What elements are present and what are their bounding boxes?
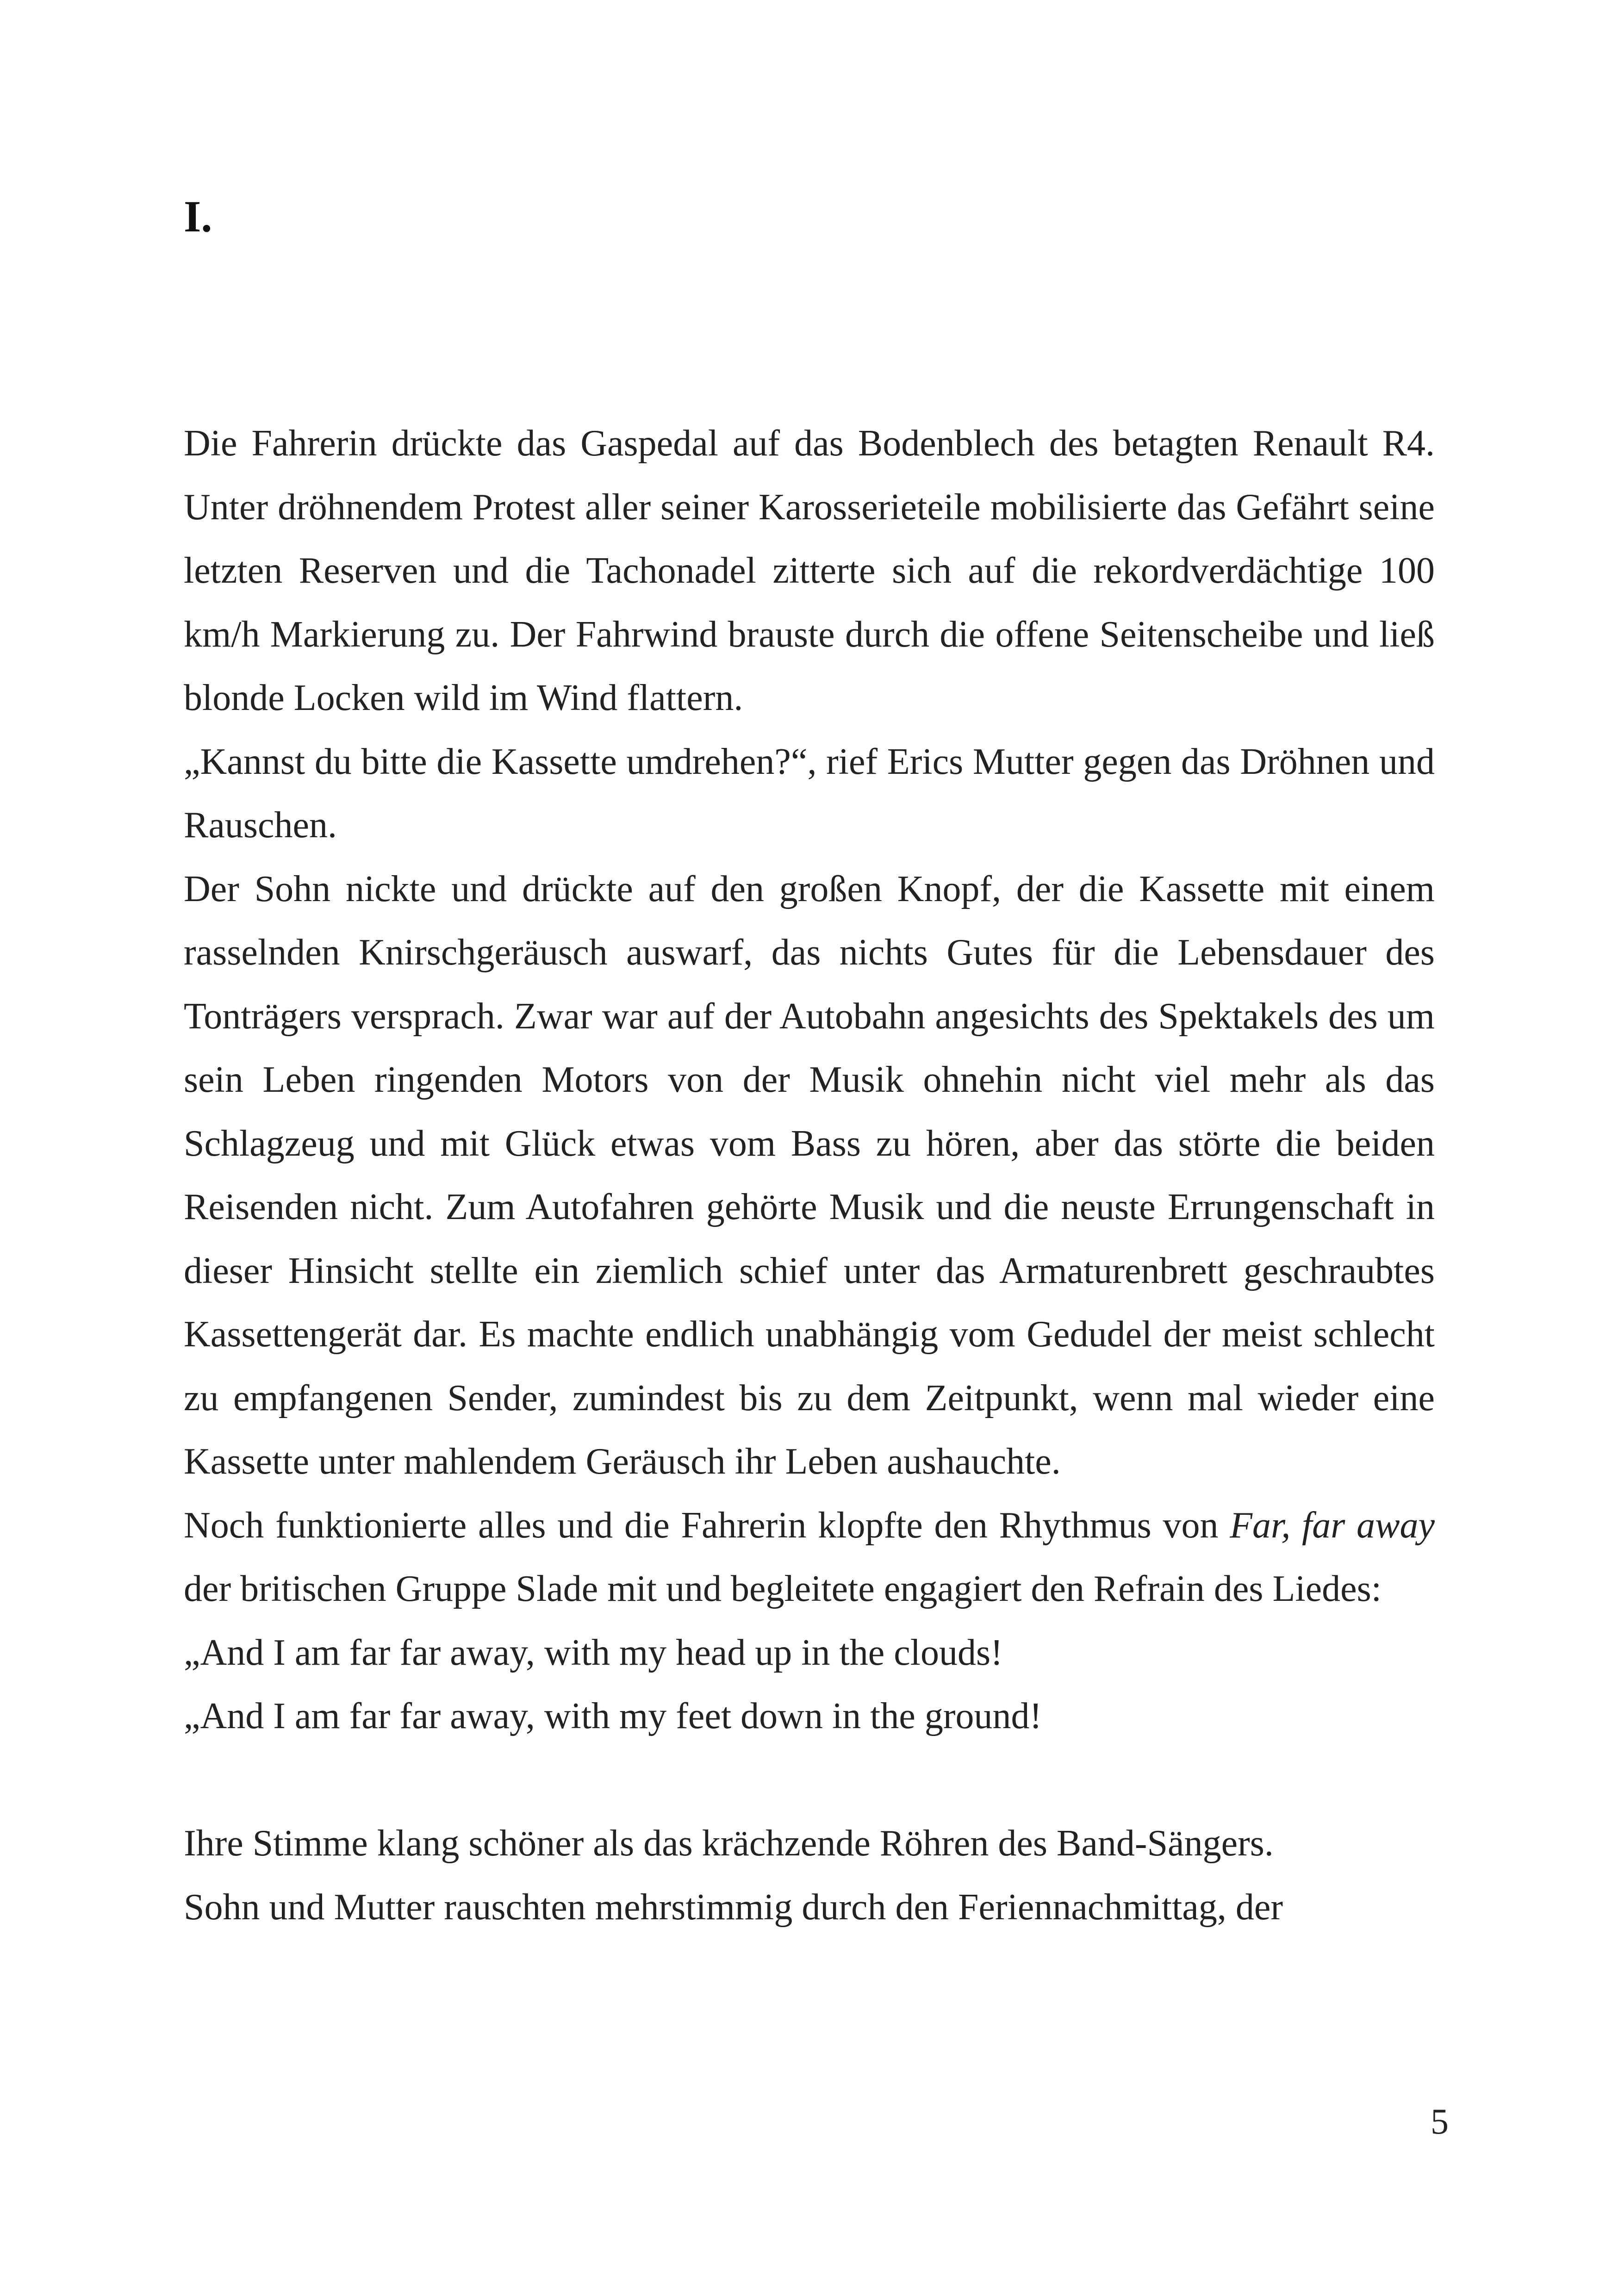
page-number: 5	[1431, 2101, 1449, 2141]
paragraph-4	[184, 1494, 1435, 1621]
lyric-line-1: „And I am far far away, with my head up in the clouds!	[184, 1632, 1003, 1673]
paragraph-5: Ihre Stimme klang schöner als das krächzende Röhren des Band-Sängers.	[184, 1823, 1274, 1864]
paragraph-3: Der Sohn nickte und drückte auf den großen Knopf, der die Kassette mit einem rasselnden Knirschgeräusch auswarf, das nichts Gutes für die Lebensdauer des Tonträgers versprach. Zwar war auf der Autobahn angesichts des Spektakels des um sein Leben ringenden Motors von der Musik ohnehin nicht viel mehr als das Schlagzeug und mit Glück etwas vom Bass zu hören, aber das störte die beiden Reisenden nicht. Zum Autofahren gehörte Musik und die neuste Errungenschaft in dieser Hinsicht stellte ein ziemlich schief unter das Armaturenbrett geschraubtes Kassettengerät dar. Es machte endlich unabhängig vom Gedudel der meist schlecht zu empfangenen Sender, zumindest bis zu dem Zeitpunkt, wenn mal wieder eine Kassette unter mahlendem Geräusch ihr Leben aushauchte.	[184, 868, 1435, 1482]
paragraph-4-text-end: der britischen Gruppe Slade mit und begleitete engagiert den Refrain des Liedes:	[184, 1568, 1382, 1609]
paragraph-4-text-start: Noch funktionierte alles und die Fahrerin klopfte den Rhythmus von	[184, 1505, 1230, 1546]
blank-line	[184, 1748, 1435, 1812]
chapter-body-text	[184, 412, 1435, 1939]
lyric-line-2: „And I am far far away, with my feet down in the ground!	[184, 1696, 1042, 1736]
chapter-heading: I.	[184, 192, 212, 241]
song-title: Far, far away	[1230, 1505, 1435, 1546]
paragraph-6: Sohn und Mutter rauschten mehrstimmig durch den Feriennachmittag, der	[184, 1886, 1283, 1928]
paragraph-2-dialogue: „Kannst du bitte die Kassette umdrehen?“, rief Erics Mutter gegen das Dröhnen und Rauschen.	[184, 741, 1435, 846]
paragraph-1: Die Fahrerin drückte das Gaspedal auf das Bodenblech des betagten Renault R4. Unter dröhnendem Protest aller seiner Karosserieteile mobilisierte das Gefährt seine letzten Reserven und die Tachonadel zitterte sich auf die rekordverdächtige 100 km/h Markierung zu. Der Fahrwind brauste durch die offene Seitenscheibe und ließ blonde Locken wild im Wind flattern.	[184, 423, 1435, 718]
